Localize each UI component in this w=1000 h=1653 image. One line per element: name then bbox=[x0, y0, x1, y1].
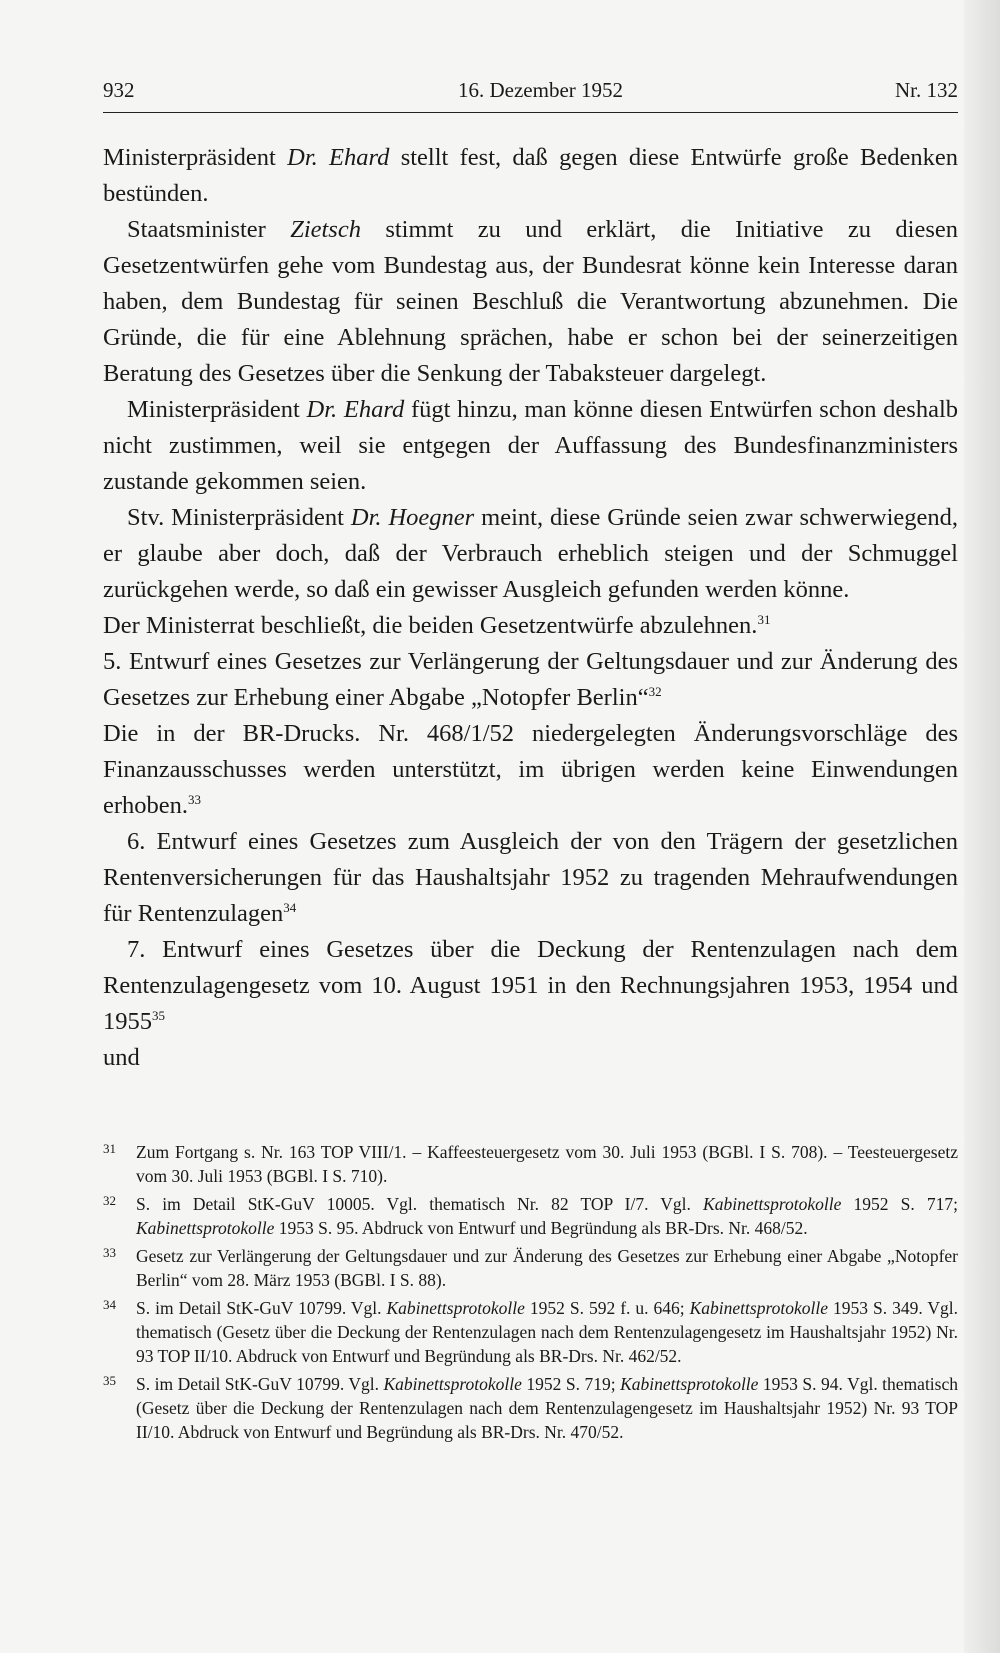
paragraph-hoegner: Stv. Ministerpräsident Dr. Hoegner meint, diese Gründe seien zwar schwerwiegend, er glaube aber doch, daß der Verbrauch erheblich steigen und der Schmuggel zurückgehen werde, so daß ein gewisser Ausgleich gefunden werden könne. bbox=[103, 504, 958, 603]
footnote-ref: 33 bbox=[188, 792, 202, 807]
footnote-mark: 32 bbox=[103, 1193, 116, 1208]
footnote-34: 34 S. im Detail StK-GuV 10799. Vgl. Kabinettsprotokolle 1952 S. 592 f. u. 646; Kabinettsprotokolle 1953 S. 349. Vgl. thematisch (Gesetz über die Deckung der Rentenzulagen nach dem Rentenzulagengesetz im Haushaltsjahr 1952) Nr. 93 TOP II/10. Abdruck von Entwurf und Begründung als BR-Drs. Nr. 462/52. bbox=[103, 1296, 958, 1368]
speaker-name: Dr. Hoegner bbox=[350, 504, 475, 531]
protocol-number: Nr. 132 bbox=[895, 78, 958, 102]
footnote-mark: 34 bbox=[103, 1297, 116, 1312]
header-date: 16. Dezember 1952 bbox=[457, 78, 624, 102]
resolution-paragraph: Der Ministerrat beschließt, die beiden Gesetzentwürfe abzulehnen.$^{31}$ bbox=[103, 612, 771, 639]
footnote-ref: 35 bbox=[152, 1008, 165, 1023]
speaker-name: Dr. Ehard bbox=[287, 144, 390, 171]
footnote-ref: 34 bbox=[283, 900, 297, 915]
footnote-ref: 32 bbox=[648, 684, 662, 699]
paragraph-ehard-1: Ministerpräsident Dr. Ehard stellt fest, daß gegen diese Entwürfe große Bedenken bestünden. bbox=[103, 144, 958, 207]
paragraph-item-5-decision: Die in der BR-Drucks. Nr. 468/1/52 niedergelegten Änderungsvorschläge des Finanzausschusses werden unterstützt, im übrigen werden keine Einwendungen erhoben.$^{33}$ bbox=[103, 720, 958, 819]
header-rule bbox=[103, 112, 958, 113]
footnote-33: 33 Gesetz zur Verlängerung der Geltungsdauer und zur Änderung des Gesetzes zur Erhebung einer Abgabe „Notopfer Berlin“ vom 28. März 1953 (BGBl. I S. 88). bbox=[103, 1244, 958, 1292]
page-number: 932 bbox=[103, 78, 135, 102]
speaker-name: Dr. Ehard bbox=[306, 396, 405, 423]
footnote-mark: 35 bbox=[103, 1373, 116, 1388]
footnotes bbox=[103, 1140, 958, 1448]
agenda-item-5: 5. Entwurf eines Gesetzes zur Verlängerung der Geltungsdauer und zur Änderung des Gesetzes zur Erhebung einer Abgabe „Notopfer Berlin“$^{32}$ bbox=[103, 648, 958, 711]
footnote-ref: 31 bbox=[757, 612, 771, 627]
footnote-35: 35 S. im Detail StK-GuV 10799. Vgl. Kabinettsprotokolle 1952 S. 719; Kabinettsprotokolle 1953 S. 94. Vgl. thematisch (Gesetz über die Deckung der Rentenzulagen nach dem Rentenzulagengesetz im Haushaltsjahr 1952) Nr. 93 TOP II/10. Abdruck von Entwurf und Begründung als BR-Drs. Nr. 470/52. bbox=[103, 1372, 958, 1444]
footnote-31: 31 Zum Fortgang s. Nr. 163 TOP VIII/1. – Kaffeesteuergesetz vom 30. Juli 1953 (BGBl. I S. 708). – Teesteuergesetz vom 30. Juli 1953 (BGBl. I S. 710). bbox=[103, 1140, 958, 1188]
connector-und: und bbox=[103, 1044, 140, 1071]
speaker-name: Zietsch bbox=[290, 216, 361, 243]
running-header bbox=[103, 78, 958, 114]
footnote-mark: 33 bbox=[103, 1245, 116, 1260]
paragraph-ehard-2: Ministerpräsident Dr. Ehard fügt hinzu, man könne diesen Entwürfen schon deshalb nicht zustimmen, weil sie entgegen der Auffassung des Bundesfinanzministers zustande gekommen seien. bbox=[103, 396, 959, 495]
paragraph-zietsch: Staatsminister Zietsch stimmt zu und erklärt, die Initiative zu diesen Gesetzentwürfen gehe vom Bundestag aus, der Bundesrat könne kein Interesse daran haben, dem Bundestag für seinen Beschluß die Verantwortung abzunehmen. Die Gründe, die für eine Ablehnung sprächen, habe er schon bei der seinerzeitigen Beratung des Gesetzes über die Senkung der Tabaksteuer dargelegt. bbox=[103, 216, 958, 387]
page-edge-shadow bbox=[964, 0, 1000, 1653]
footnote-mark: 31 bbox=[103, 1141, 116, 1156]
agenda-item-7: 7. Entwurf eines Gesetzes über die Deckung der Rentenzulagen nach dem Rentenzulagengesetz vom 10. August 1951 in den Rechnungsjahren 1953, 1954 und 1955$^{35}$ bbox=[103, 936, 958, 1035]
footnote-32: 32 S. im Detail StK-GuV 10005. Vgl. thematisch Nr. 82 TOP I/7. Vgl. Kabinettsprotokolle 1952 S. 717; Kabinettsprotokolle 1953 S. 95. Abdruck von Entwurf und Begründung als BR-Drs. Nr. 468/52. bbox=[103, 1192, 958, 1240]
agenda-item-6: 6. Entwurf eines Gesetzes zum Ausgleich der von den Trägern der gesetzlichen Rentenversicherungen für das Haushaltsjahr 1952 zu tragenden Mehraufwendungen für Rentenzulagen$^{34}$ bbox=[103, 828, 958, 927]
main-text bbox=[103, 140, 958, 1076]
